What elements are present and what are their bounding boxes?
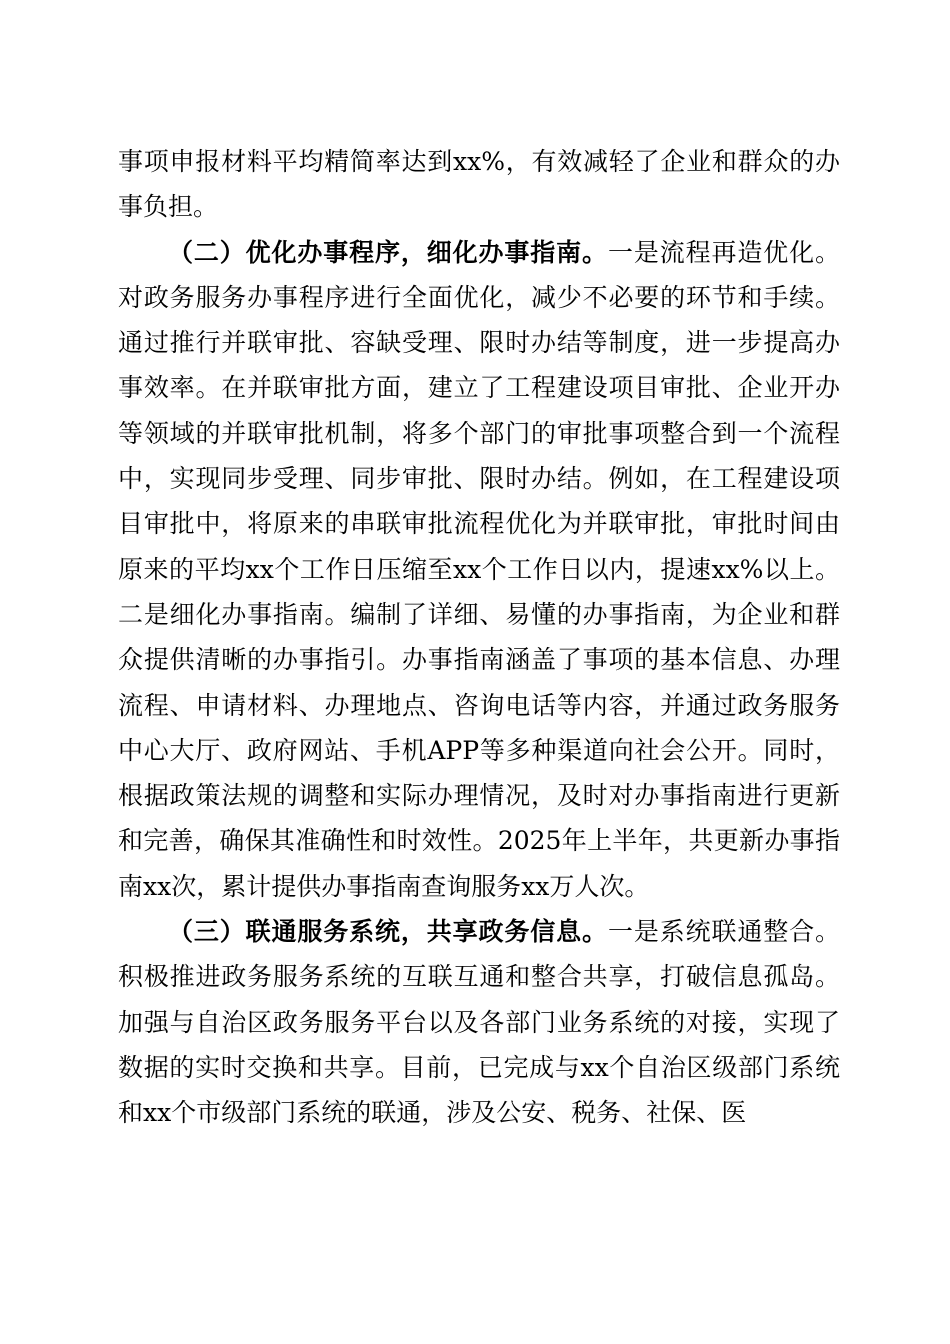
section-3-body: 一是系统联通整合。积极推进政务服务系统的互联互通和整合共享，打破信息孤岛。加强与自治区政务服务平台以及各部门业务系统的对接，实现了数据的实时交换和共享。目前，已完成与xx个自治区级部门系统和xx个市级部门系统的联通，涉及公安、税务、社保、医 [118,917,840,1128]
document-page [118,139,840,1136]
section-2-paragraph [118,230,840,909]
section-2-heading: （二）优化办事程序，细化办事指南。 [168,237,608,267]
section-3-paragraph [118,909,840,1135]
section-3-heading: （三）联通服务系统，共享政务信息。 [168,917,608,947]
paragraph-continuation: 事项申报材料平均精简率达到xx%，有效减轻了企业和群众的办事负担。 [118,147,840,222]
section-2-body: 一是流程再造优化。对政务服务办事程序进行全面优化，减少不必要的环节和手续。通过推行并联审批、容缺受理、限时办结等制度，进一步提高办事效率。在并联审批方面，建立了工程建设项目审批、企业开办等领域的并联审批机制，将多个部门的审批事项整合到一个流程中，实现同步受理、同步审批、限时办结。例如，在工程建设项目审批中，将原来的串联审批流程优化为并联审批，审批时间由原来的平均xx个工作日压缩至xx个工作日以内，提速xx%以上。二是细化办事指南。编制了详细、易懂的办事指南，为企业和群众提供清晰的办事指引。办事指南涵盖了事项的基本信息、办理流程、申请材料、办理地点、咨询电话等内容，并通过政务服务中心大厅、政府网站、手机APP等多种渠道向社会公开。同时，根据政策法规的调整和实际办理情况，及时对办事指南进行更新和完善，确保其准确性和时效性。2025年上半年，共更新办事指南xx次，累计提供办事指南查询服务xx万人次。 [118,237,840,901]
